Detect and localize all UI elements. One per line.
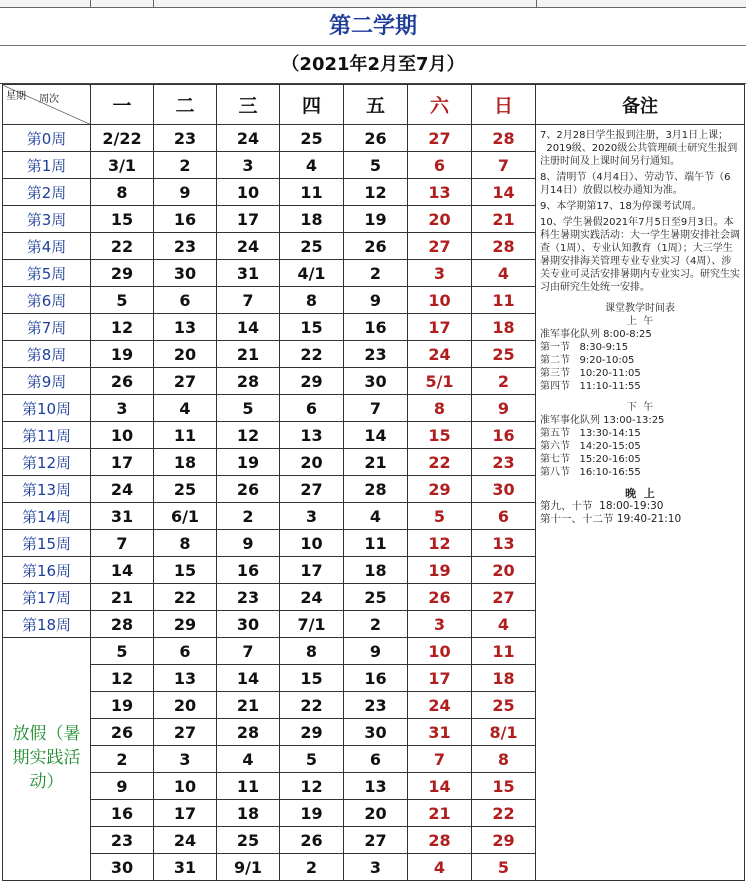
week-label: 第16周: [3, 557, 91, 584]
date-cell: 23: [344, 692, 408, 719]
schedule-line: 第一节 8:30-9:15: [540, 342, 629, 353]
date-cell: 10: [91, 422, 154, 449]
date-cell: 6: [280, 395, 344, 422]
date-cell: 26: [408, 584, 472, 611]
date-cell: 30: [154, 260, 217, 287]
date-cell: 7: [344, 395, 408, 422]
date-cell: 15: [154, 557, 217, 584]
date-cell: 3: [217, 152, 280, 179]
date-cell: 29: [280, 719, 344, 746]
date-cell: 5/1: [408, 368, 472, 395]
date-cell: 24: [408, 341, 472, 368]
schedule-line: 第八节 16:10-16:55: [540, 467, 641, 478]
date-cell: 22: [280, 341, 344, 368]
date-cell: 13: [344, 773, 408, 800]
date-cell: 30: [217, 611, 280, 638]
date-cell: 20: [344, 800, 408, 827]
date-cell: 7: [408, 746, 472, 773]
week-label: 第6周: [3, 287, 91, 314]
date-cell: 11: [154, 422, 217, 449]
date-cell: 25: [154, 476, 217, 503]
date-cell: 20: [154, 692, 217, 719]
date-cell: 2: [91, 746, 154, 773]
date-cell: 25: [217, 827, 280, 854]
date-cell: 24: [408, 692, 472, 719]
date-cell: 9/1: [217, 854, 280, 881]
date-cell: 14: [217, 314, 280, 341]
date-cell: 2: [154, 152, 217, 179]
date-cell: 10: [217, 179, 280, 206]
date-cell: 5: [91, 287, 154, 314]
date-cell: 7: [472, 152, 536, 179]
date-cell: 17: [408, 314, 472, 341]
schedule-line: 第二节 9:20-10:05: [540, 355, 635, 366]
top-border-strip: [0, 0, 746, 8]
date-cell: 22: [280, 692, 344, 719]
date-cell: 25: [280, 233, 344, 260]
date-cell: 23: [344, 341, 408, 368]
date-cell: 13: [154, 665, 217, 692]
date-cell: 26: [91, 719, 154, 746]
date-cell: 23: [472, 449, 536, 476]
schedule-line: 第六节 14:20-15:05: [540, 441, 641, 452]
date-cell: 6/1: [154, 503, 217, 530]
date-cell: 5: [344, 152, 408, 179]
date-cell: 9: [217, 530, 280, 557]
date-cell: 20: [280, 449, 344, 476]
schedule-line: 准军事化队列 8:00-8:25: [540, 329, 652, 340]
date-cell: 10: [408, 638, 472, 665]
date-cell: 19: [91, 692, 154, 719]
week-label: 第18周: [3, 611, 91, 638]
date-cell: 11: [344, 530, 408, 557]
date-cell: 28: [408, 827, 472, 854]
corner-weekday-label: 星期: [6, 91, 26, 102]
date-cell: 4: [217, 746, 280, 773]
date-cell: 22: [472, 800, 536, 827]
date-cell: 9: [344, 638, 408, 665]
date-range: （2021年2月至7月）: [0, 46, 746, 84]
date-cell: 15: [280, 665, 344, 692]
date-cell: 5: [280, 746, 344, 773]
date-cell: 13: [472, 530, 536, 557]
schedule-line: 第九、十节 18:00-19:30: [540, 500, 664, 512]
week-label: 第12周: [3, 449, 91, 476]
date-cell: 17: [154, 800, 217, 827]
day-header: 六: [408, 85, 472, 125]
corner-cell: [3, 85, 91, 125]
date-cell: 3/1: [91, 152, 154, 179]
date-cell: 15: [91, 206, 154, 233]
date-cell: 26: [217, 476, 280, 503]
date-cell: 20: [408, 206, 472, 233]
date-cell: 21: [217, 692, 280, 719]
date-cell: 18: [472, 314, 536, 341]
date-cell: 19: [91, 341, 154, 368]
date-cell: 31: [408, 719, 472, 746]
date-cell: 27: [472, 584, 536, 611]
date-cell: 19: [408, 557, 472, 584]
date-cell: 15: [472, 773, 536, 800]
date-cell: 17: [91, 449, 154, 476]
week-label: 第4周: [3, 233, 91, 260]
date-cell: 14: [91, 557, 154, 584]
date-cell: 27: [408, 125, 472, 152]
date-cell: 31: [217, 260, 280, 287]
date-cell: 30: [472, 476, 536, 503]
calendar-table: [2, 84, 745, 881]
date-cell: 11: [472, 638, 536, 665]
morning-title: 上 午: [626, 316, 654, 327]
date-cell: 12: [91, 665, 154, 692]
date-cell: 22: [408, 449, 472, 476]
date-cell: 23: [217, 584, 280, 611]
date-cell: 21: [217, 341, 280, 368]
date-cell: 7: [91, 530, 154, 557]
date-cell: 17: [217, 206, 280, 233]
week-label: 第8周: [3, 341, 91, 368]
date-cell: 11: [472, 287, 536, 314]
date-cell: 8/1: [472, 719, 536, 746]
date-cell: 4: [472, 260, 536, 287]
date-cell: 26: [344, 125, 408, 152]
date-cell: 9: [154, 179, 217, 206]
date-cell: 6: [408, 152, 472, 179]
date-cell: 8: [472, 746, 536, 773]
date-cell: 13: [154, 314, 217, 341]
note-item: 8、清明节（4月4日）、劳动节、端午节（6月14日）放假以校办通知为准。: [540, 172, 731, 196]
date-cell: 6: [344, 746, 408, 773]
date-cell: 26: [280, 827, 344, 854]
week-label: 第15周: [3, 530, 91, 557]
date-cell: 4/1: [280, 260, 344, 287]
date-cell: 18: [217, 800, 280, 827]
date-cell: 29: [91, 260, 154, 287]
week-label: 第11周: [3, 422, 91, 449]
date-cell: 21: [91, 584, 154, 611]
week-label: 第0周: [3, 125, 91, 152]
date-cell: 7/1: [280, 611, 344, 638]
date-cell: 28: [344, 476, 408, 503]
week-label: 第9周: [3, 368, 91, 395]
date-cell: 24: [91, 476, 154, 503]
date-cell: 20: [472, 557, 536, 584]
date-cell: 27: [154, 368, 217, 395]
date-cell: 2/22: [91, 125, 154, 152]
date-cell: 18: [280, 206, 344, 233]
date-cell: 21: [408, 800, 472, 827]
date-cell: 23: [154, 125, 217, 152]
date-cell: 14: [344, 422, 408, 449]
date-cell: 17: [408, 665, 472, 692]
date-cell: 4: [344, 503, 408, 530]
date-cell: 8: [91, 179, 154, 206]
date-cell: 6: [472, 503, 536, 530]
date-cell: 20: [154, 341, 217, 368]
date-cell: 27: [154, 719, 217, 746]
week-row: [3, 125, 745, 152]
date-cell: 15: [408, 422, 472, 449]
date-cell: 30: [91, 854, 154, 881]
date-cell: 28: [472, 125, 536, 152]
date-cell: 12: [344, 179, 408, 206]
date-cell: 29: [280, 368, 344, 395]
week-label: 第13周: [3, 476, 91, 503]
date-cell: 23: [154, 233, 217, 260]
schedule-line: 准军事化队列 13:00-13:25: [540, 415, 665, 426]
evening-title: 晚 上: [625, 487, 655, 500]
date-cell: 21: [472, 206, 536, 233]
schedule-line: 第五节 13:30-14:15: [540, 428, 641, 439]
header-row: [3, 85, 745, 125]
week-label: 第2周: [3, 179, 91, 206]
date-cell: 3: [344, 854, 408, 881]
date-cell: 30: [344, 368, 408, 395]
date-cell: 29: [472, 827, 536, 854]
date-cell: 12: [91, 314, 154, 341]
schedule-line: 第十一、十二节 19:40-21:10: [540, 513, 682, 525]
date-cell: 14: [217, 665, 280, 692]
week-label: 第1周: [3, 152, 91, 179]
date-cell: 16: [217, 557, 280, 584]
date-cell: 5: [472, 854, 536, 881]
date-cell: 25: [344, 584, 408, 611]
date-cell: 23: [91, 827, 154, 854]
date-cell: 26: [344, 233, 408, 260]
date-cell: 29: [154, 611, 217, 638]
date-cell: 7: [217, 638, 280, 665]
date-cell: 12: [217, 422, 280, 449]
note-item: 9、本学期第17、18为停课考试周。: [540, 201, 702, 212]
week-label: 第10周: [3, 395, 91, 422]
date-cell: 28: [91, 611, 154, 638]
day-header: 日: [472, 85, 536, 125]
date-cell: 12: [280, 773, 344, 800]
week-label: 第17周: [3, 584, 91, 611]
date-cell: 25: [280, 125, 344, 152]
date-cell: 31: [154, 854, 217, 881]
date-cell: 26: [91, 368, 154, 395]
week-label: 第3周: [3, 206, 91, 233]
date-cell: 28: [217, 719, 280, 746]
date-cell: 10: [154, 773, 217, 800]
date-cell: 29: [408, 476, 472, 503]
date-cell: 13: [408, 179, 472, 206]
week-label: 第7周: [3, 314, 91, 341]
date-cell: 2: [344, 611, 408, 638]
date-cell: 28: [472, 233, 536, 260]
date-cell: 6: [154, 287, 217, 314]
date-cell: 18: [154, 449, 217, 476]
date-cell: 4: [280, 152, 344, 179]
date-cell: 24: [217, 125, 280, 152]
date-cell: 27: [344, 827, 408, 854]
date-cell: 27: [280, 476, 344, 503]
date-cell: 21: [344, 449, 408, 476]
corner-week-label: 周次: [39, 94, 59, 105]
date-cell: 25: [472, 692, 536, 719]
date-cell: 30: [344, 719, 408, 746]
notes-header: 备注: [536, 85, 745, 125]
date-cell: 8: [408, 395, 472, 422]
date-cell: 9: [91, 773, 154, 800]
date-cell: 6: [154, 638, 217, 665]
date-cell: 3: [408, 611, 472, 638]
week-label: 第5周: [3, 260, 91, 287]
date-cell: 24: [154, 827, 217, 854]
notes-cell: [536, 125, 745, 881]
date-cell: 16: [154, 206, 217, 233]
date-cell: 25: [472, 341, 536, 368]
date-cell: 14: [472, 179, 536, 206]
day-header: 四: [280, 85, 344, 125]
date-cell: 7: [217, 287, 280, 314]
date-cell: 13: [280, 422, 344, 449]
date-cell: 11: [280, 179, 344, 206]
date-cell: 10: [408, 287, 472, 314]
schedule-line: 第七节 15:20-16:05: [540, 454, 641, 465]
day-header: 一: [91, 85, 154, 125]
date-cell: 24: [280, 584, 344, 611]
date-cell: 8: [154, 530, 217, 557]
date-cell: 19: [280, 800, 344, 827]
day-header: 三: [217, 85, 280, 125]
class-schedule: [540, 302, 740, 526]
date-cell: 4: [154, 395, 217, 422]
date-cell: 5: [91, 638, 154, 665]
note-item: 10、学生暑假2021年7月5日至9月3日。本科生暑期实践活动：大一学生暑期安排社会调查（1周）、专业认知教育（1周）；大三学生暑期安排海关管理专业专业实习（4周）、涉关专业可灵活安排暑期内专业实习。研究生实习由研究生处统一安排。: [540, 217, 740, 293]
date-cell: 3: [91, 395, 154, 422]
schedule-line: 第四节 11:10-11:55: [540, 381, 641, 392]
date-cell: 22: [91, 233, 154, 260]
date-cell: 3: [280, 503, 344, 530]
date-cell: 17: [280, 557, 344, 584]
date-cell: 16: [472, 422, 536, 449]
date-cell: 2: [217, 503, 280, 530]
date-cell: 24: [217, 233, 280, 260]
date-cell: 11: [217, 773, 280, 800]
date-cell: 4: [408, 854, 472, 881]
date-cell: 19: [217, 449, 280, 476]
date-cell: 9: [344, 287, 408, 314]
date-cell: 16: [344, 665, 408, 692]
date-cell: 3: [154, 746, 217, 773]
schedule-title: 课堂教学时间表: [605, 303, 675, 314]
day-header: 二: [154, 85, 217, 125]
date-cell: 31: [91, 503, 154, 530]
date-cell: 5: [408, 503, 472, 530]
date-cell: 18: [472, 665, 536, 692]
note-item: 7、2月28日学生报到注册，3月1日上课； 2019级、2020级公共管理硕士研究生报到注册时间及上课时间另行通知。: [540, 130, 738, 167]
schedule-line: 第三节 10:20-11:05: [540, 368, 641, 379]
week-label: 第14周: [3, 503, 91, 530]
date-cell: 16: [91, 800, 154, 827]
date-cell: 22: [154, 584, 217, 611]
date-cell: 15: [280, 314, 344, 341]
date-cell: 2: [344, 260, 408, 287]
date-cell: 12: [408, 530, 472, 557]
date-cell: 16: [344, 314, 408, 341]
date-cell: 27: [408, 233, 472, 260]
date-cell: 8: [280, 287, 344, 314]
date-cell: 9: [472, 395, 536, 422]
date-cell: 28: [217, 368, 280, 395]
afternoon-title: 下 午: [626, 402, 654, 413]
date-cell: 19: [344, 206, 408, 233]
date-cell: 5: [217, 395, 280, 422]
date-cell: 18: [344, 557, 408, 584]
date-cell: 10: [280, 530, 344, 557]
day-header: 五: [344, 85, 408, 125]
date-cell: 3: [408, 260, 472, 287]
date-cell: 2: [472, 368, 536, 395]
semester-title: 第二学期: [0, 8, 746, 46]
date-cell: 14: [408, 773, 472, 800]
date-cell: 8: [280, 638, 344, 665]
date-cell: 4: [472, 611, 536, 638]
date-cell: 2: [280, 854, 344, 881]
vacation-label: 放假（暑期实践活动）: [3, 638, 91, 881]
